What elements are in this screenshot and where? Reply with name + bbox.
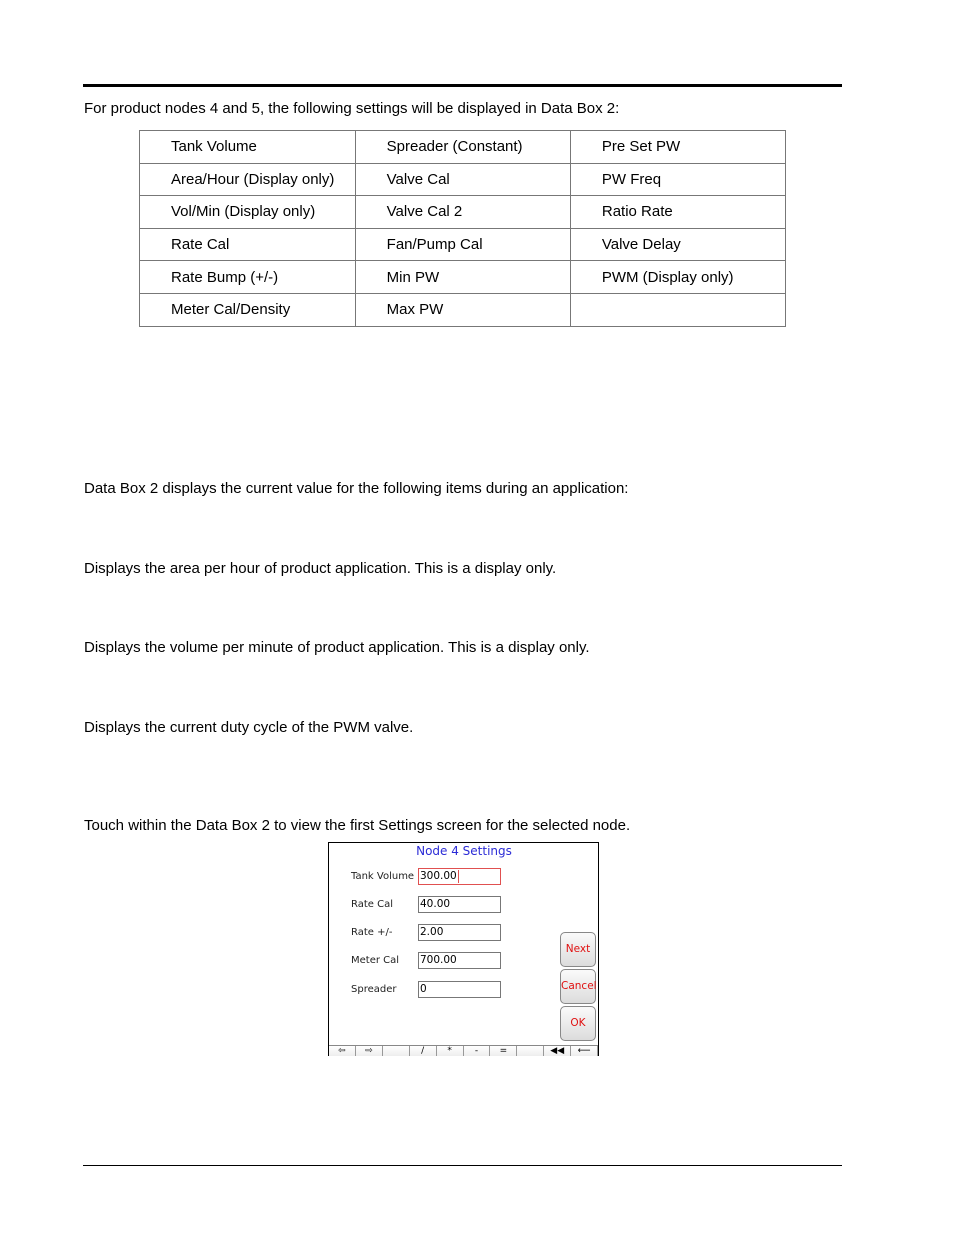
keyboard-bar [329,1045,598,1056]
header-rule [83,84,842,87]
right-arrow-key-icon[interactable]: ⇨ [356,1046,383,1056]
rate-bump-field[interactable]: 2.00 [418,924,501,941]
table-row [140,196,786,229]
pwm-text: Displays the current duty cycle of the PWM valve. [84,719,414,736]
ok-button[interactable]: OK [560,1006,596,1041]
rate-cal-field[interactable]: 40.00 [418,896,501,913]
table-row [140,131,786,164]
table-cell: Area/Hour (Display only) [140,163,356,196]
footer-rule [83,1165,842,1166]
touch-text: Touch within the Data Box 2 to view the first Settings screen for the selected node. [84,817,631,834]
text-caret [458,870,459,883]
node-settings-screenshot [328,842,599,1056]
rate-bump-label: Rate +/- [351,927,393,938]
table-cell: Max PW [355,293,570,326]
rate-cal-label: Rate Cal [351,899,393,910]
area-hour-text: Displays the area per hour of product application. This is a display only. [84,560,557,577]
table-cell: Rate Bump (+/-) [140,261,356,294]
next-button[interactable]: Next [560,932,596,967]
table-cell: Vol/Min (Display only) [140,196,356,229]
table-row [140,293,786,326]
table-cell: Valve Delay [570,228,785,261]
key-asterisk[interactable]: * [437,1046,464,1056]
spreader-label: Spreader [351,984,397,995]
key-slash[interactable]: / [410,1046,437,1056]
key-minus[interactable]: - [464,1046,491,1056]
tank-volume-field[interactable]: 300.00 [418,868,501,885]
key-equals[interactable]: = [490,1046,517,1056]
table-cell: Meter Cal/Density [140,293,356,326]
table-cell [570,293,785,326]
table-cell: PWM (Display only) [570,261,785,294]
spreader-field[interactable]: 0 [418,981,501,998]
table-cell: Rate Cal [140,228,356,261]
key-blank[interactable] [517,1046,544,1056]
table-cell: PW Freq [570,163,785,196]
table-cell: Ratio Rate [570,196,785,229]
intro-text: For product nodes 4 and 5, the following settings will be displayed in Data Box 2: [84,100,620,117]
cancel-button[interactable]: Cancel [560,969,596,1004]
left-arrow-key-icon[interactable]: ⇦ [329,1046,356,1056]
table-row [140,261,786,294]
meter-cal-field[interactable]: 700.00 [418,952,501,969]
table-row [140,228,786,261]
table-cell: Fan/Pump Cal [355,228,570,261]
data-box-text: Data Box 2 displays the current value for the following items during an application: [84,480,629,497]
backspace-key-icon[interactable]: ⟵ [571,1046,598,1056]
table-row [140,163,786,196]
table-cell: Tank Volume [140,131,356,164]
table-cell: Spreader (Constant) [355,131,570,164]
meter-cal-label: Meter Cal [351,955,400,966]
double-back-key-icon[interactable]: ◀◀ [544,1046,571,1056]
device-title: Node 4 Settings [416,844,512,858]
table-cell: Valve Cal [355,163,570,196]
tank-volume-label: Tank Volume [351,871,415,882]
settings-table [139,130,786,327]
table-cell: Pre Set PW [570,131,785,164]
table-cell: Valve Cal 2 [355,196,570,229]
key-1[interactable] [383,1046,410,1056]
vol-min-text: Displays the volume per minute of product application. This is a display only. [84,639,590,656]
table-cell: Min PW [355,261,570,294]
